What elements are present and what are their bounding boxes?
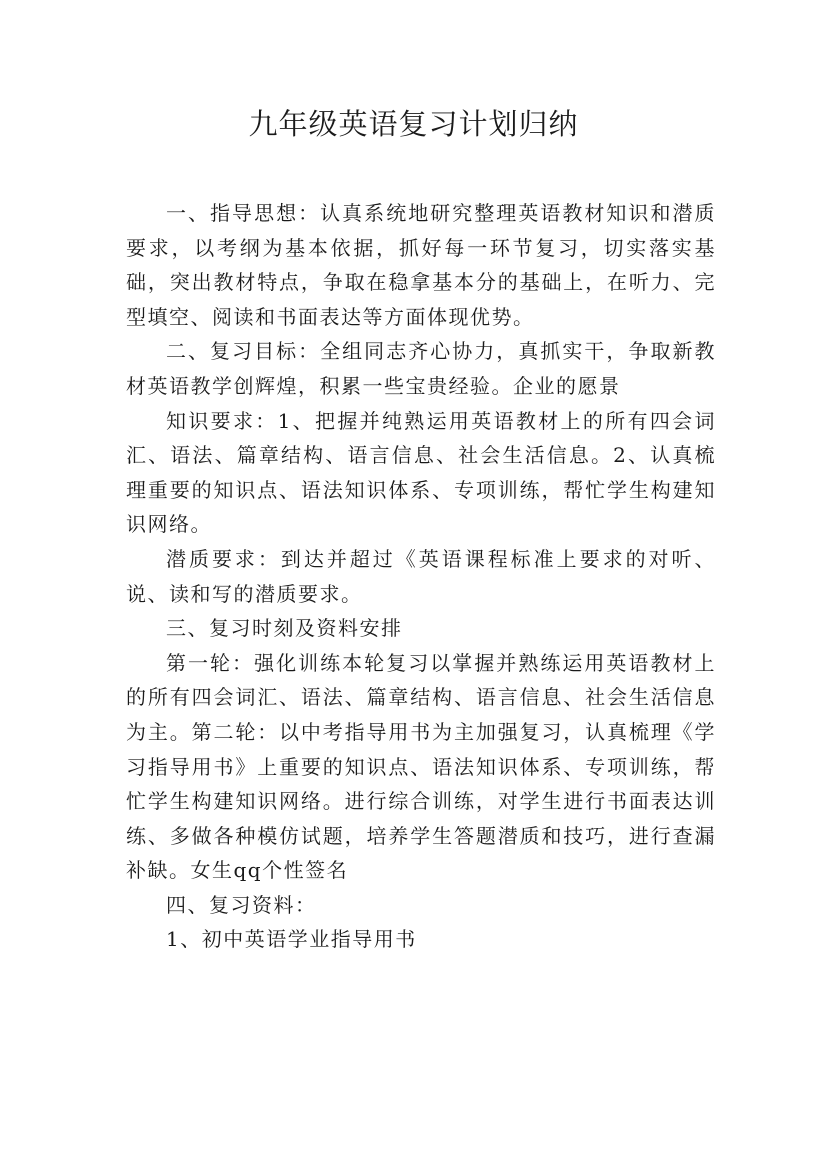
paragraph-review-rounds: 第一轮：强化训练本轮复习以掌握并熟练运用英语教材上的所有四会词汇、语法、篇章结构、语言信息、社会生活信息为主。第二轮：以中考指导用书为主加强复习，认真梳理《学习指导用书》上重要的知识点、语法知识体系、专项训练，帮忙学生构建知识网络。进行综合训练，对学生进行书面表达训练、多做各种模仿试题，培养学生答题潜质和技巧，进行查漏补缺。女生qq个性签名 bbox=[126, 650, 716, 883]
paragraph-materials-heading: 四、复习资料： bbox=[166, 892, 317, 917]
document-body bbox=[126, 196, 716, 957]
paragraph-material-item-1: 1、初中英语学业指导用书 bbox=[166, 927, 417, 952]
paragraph-ability-requirements: 潜质要求：到达并超过《英语课程标准上要求的对听、说、读和写的潜质要求。 bbox=[126, 546, 716, 606]
paragraph-review-goals: 二、复习目标：全组同志齐心协力，真抓实干，争取新教材英语教学创辉煌，积累一些宝贵经验。企业的愿景 bbox=[126, 339, 716, 398]
paragraph-knowledge-requirements: 知识要求：1、把握并纯熟运用英语教材上的所有四会词汇、语法、篇章结构、语言信息、社会生活信息。2、认真梳理重要的知识点、语法知识体系、专项训练，帮忙学生构建知识网络。 bbox=[126, 408, 716, 537]
document-title: 九年级英语复习计划归纳 bbox=[248, 107, 579, 141]
paragraph-schedule-heading: 三、复习时刻及资料安排 bbox=[166, 616, 403, 641]
paragraph-guiding-thought: 一、指导思想：认真系统地研究整理英语教材知识和潜质要求，以考纲为基本依据，抓好每一环节复习，切实落实基础，突出教材特点，争取在稳拿基本分的基础上，在听力、完型填空、阅读和书面表达等方面体现优势。 bbox=[126, 201, 716, 329]
